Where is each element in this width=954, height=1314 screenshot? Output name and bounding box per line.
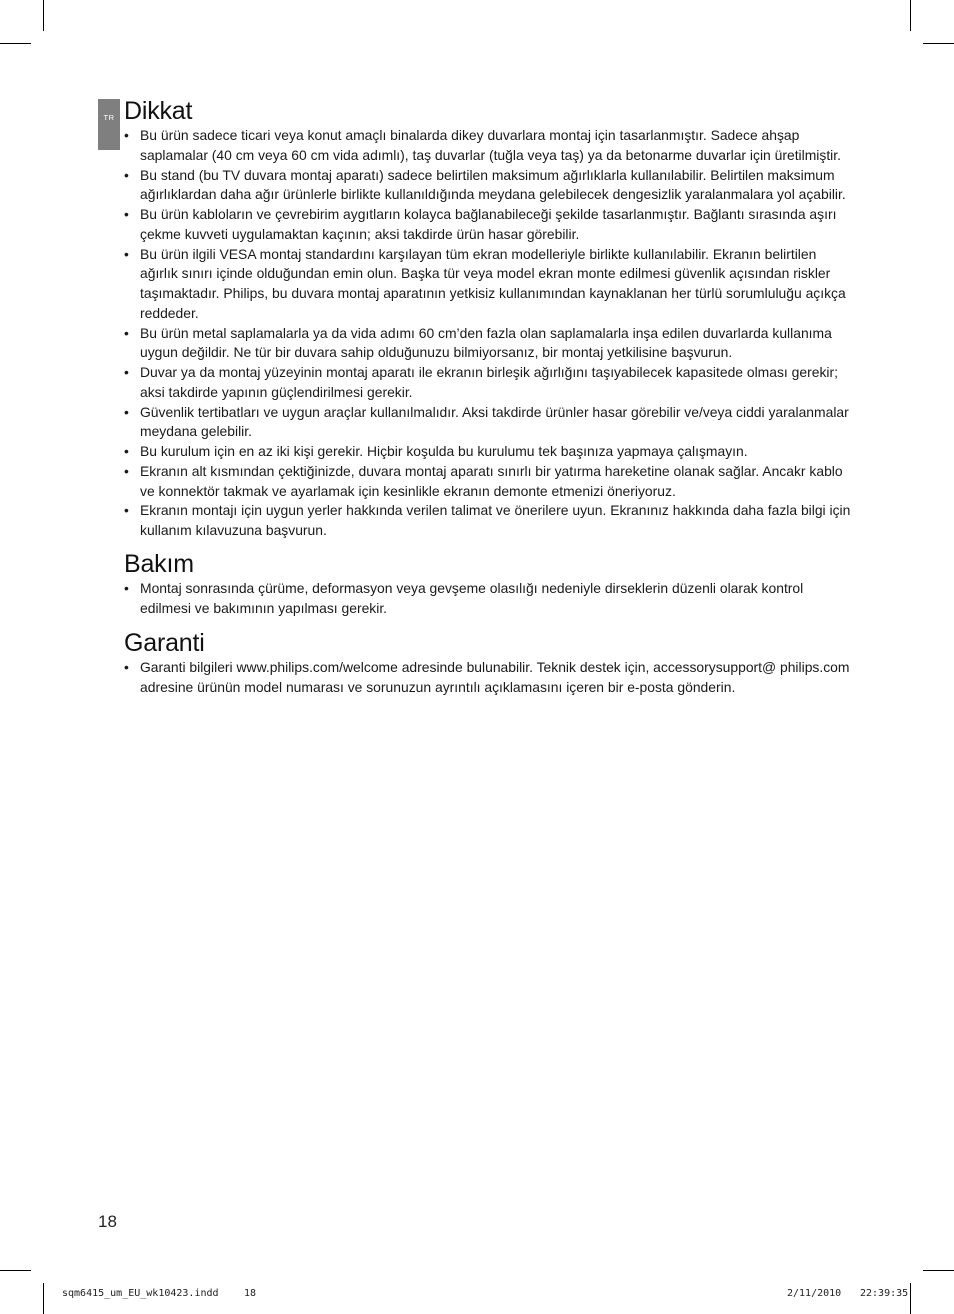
crop-mark: [43, 0, 44, 31]
list-item: [124, 205, 854, 245]
bullet-list: [124, 126, 854, 541]
bullet-icon: •: [124, 364, 129, 380]
list-item-text: Güvenlik tertibatları ve uygun araçlar kullanılmalıdır. Aksi takdirde ürünler hasar görebilir ve/veya ciddi yaralanmalar meydana gelebilir.: [140, 403, 849, 440]
bullet-icon: •: [124, 579, 129, 596]
list-item: [124, 462, 854, 502]
bullet-icon: •: [124, 245, 129, 262]
list-item: [124, 324, 854, 364]
page-number: 18: [98, 1212, 117, 1231]
slug-time: 22:39:35: [860, 1288, 909, 1299]
list-item-text: Ekranın montajı için uygun yerler hakkında verilen talimat ve önerilere uyun. Ekranınız hakkında daha fazla bilgi için kullanım kılavuzuna başvurun.: [140, 502, 851, 538]
crop-mark: [923, 43, 954, 44]
list-item-text: Bu ürün ilgili VESA montaj standardını karşılayan tüm ekran modelleriyle birlikte kullanılabilir. Ekranın belirtilen ağırlık sınırı içinde olduğundan emin olun. Başka tür veya model ekran monte edilmesi güvenlik açısından riskler taşımaktadır. Philips, bu duvara montaj aparatının yetkisiz kullanımından kaynaklanan her türlü sorumluluğu açıkça reddeder.: [140, 245, 846, 321]
bullet-icon: •: [124, 403, 129, 420]
section-caution: [124, 96, 854, 541]
section-title: Dikkat: [124, 97, 193, 125]
crop-mark: [43, 1283, 44, 1314]
section-maintenance: [124, 549, 854, 619]
crop-mark: [910, 1283, 911, 1314]
bullet-icon: •: [124, 127, 129, 143]
bullet-icon: •: [124, 502, 129, 519]
bullet-list: [124, 658, 854, 698]
list-item: [124, 501, 854, 541]
crop-mark: [0, 43, 31, 44]
list-item: [124, 245, 854, 324]
bullet-icon: •: [124, 443, 129, 459]
list-item: [124, 658, 854, 698]
list-item-text: Duvar ya da montaj yüzeyinin montaj aparatı ile ekranın birleşik ağırlığını taşıyabilecek kapasitede olması gerekir; aksi takdirde yapının güçlendirilmesi gerekir.: [140, 364, 838, 400]
slug-page-number: 18: [244, 1288, 257, 1299]
language-tab-label: TR: [103, 113, 115, 122]
list-item-text: Bu ürün kabloların ve çevrebirim aygıtların kolayca bağlanabileceği şekilde tasarlanmıştır. Bağlantı sırasında aşırı çekme kuvveti uygulamaktan kaçının; aksi takdirde ürün hasar görebilir.: [140, 206, 837, 242]
bullet-icon: •: [124, 659, 129, 676]
section-title: Bakım: [124, 549, 194, 578]
list-item: [124, 442, 854, 462]
section-title: Garanti: [124, 629, 205, 658]
slug-date: 2/11/2010: [787, 1288, 842, 1299]
bullet-list: [124, 579, 854, 619]
section-warranty: [124, 628, 854, 698]
list-item-text: Bu kurulum için en az iki kişi gerekir. Hiçbir koşulda bu kurulumu tek başınıza yapmaya çalışmayın.: [140, 443, 748, 459]
list-item-text: Bu ürün metal saplamalarla ya da vida adımı 60 cm’den fazla olan saplamalarla inşa edilen duvarlarda kullanıma uygun değildir. Ne tür bir duvara sahip olduğunuzu bilmiyorsanız, bir montaj yetkilisine başvurun.: [140, 324, 832, 361]
list-item-text: Montaj sonrasında çürüme, deformasyon veya gevşeme olasılığı nedeniyle dirseklerin düzenli olarak kontrol edilmesi ve bakımının yapılması gerekir.: [140, 579, 804, 616]
bullet-icon: •: [124, 462, 129, 479]
crop-mark: [0, 1270, 31, 1271]
language-tab: [98, 99, 120, 150]
list-item-text: Bu ürün sadece ticari veya konut amaçlı binalarda dikey duvarlara montaj için tasarlanmıştır. Sadece ahşap saplamalar (40 cm veya 60 cm vida adımlı), taş duvarlar (tuğla veya taş) ya da betonarme duvarlar için üretilmiştir.: [140, 127, 841, 163]
list-item: [124, 579, 854, 619]
bullet-icon: •: [124, 206, 129, 222]
list-item-text: Garanti bilgileri www.philips.com/welcome adresinde bulunabilir. Teknik destek için, accessorysupport@ philips.com adresine ürünün model numarası ve sorunuzun ayrıntılı açıklamasını içeren bir e-posta gönderin.: [140, 659, 850, 695]
content: [124, 96, 854, 698]
list-item: [124, 363, 854, 403]
list-item-text: Ekranın alt kısmından çektiğinizde, duvara montaj aparatı sınırlı bir yatırma hareketine olanak sağlar. Ancakr kablo ve konnektör takmak ve ayarlamak için kesinlikle ekranın demonte etmenizi öneriyoruz.: [140, 462, 843, 499]
list-item: [124, 126, 854, 166]
list-item: [124, 403, 854, 443]
slug-filename: sqm6415_um_EU_wk10423.indd: [62, 1288, 219, 1299]
bullet-icon: •: [124, 166, 129, 183]
list-item-text: Bu stand (bu TV duvara montaj aparatı) sadece belirtilen maksimum ağırlıklarla kullanılabilir. Belirtilen maksimum ağırlıklardan daha ağır ürünlerle birlikte kullanıldığında meydana gelebilecek dengesizlik yaralanmalara yol açabilir.: [140, 166, 846, 203]
crop-mark: [910, 0, 911, 31]
list-item: [124, 166, 854, 206]
bullet-icon: •: [124, 324, 129, 341]
crop-mark: [923, 1270, 954, 1271]
